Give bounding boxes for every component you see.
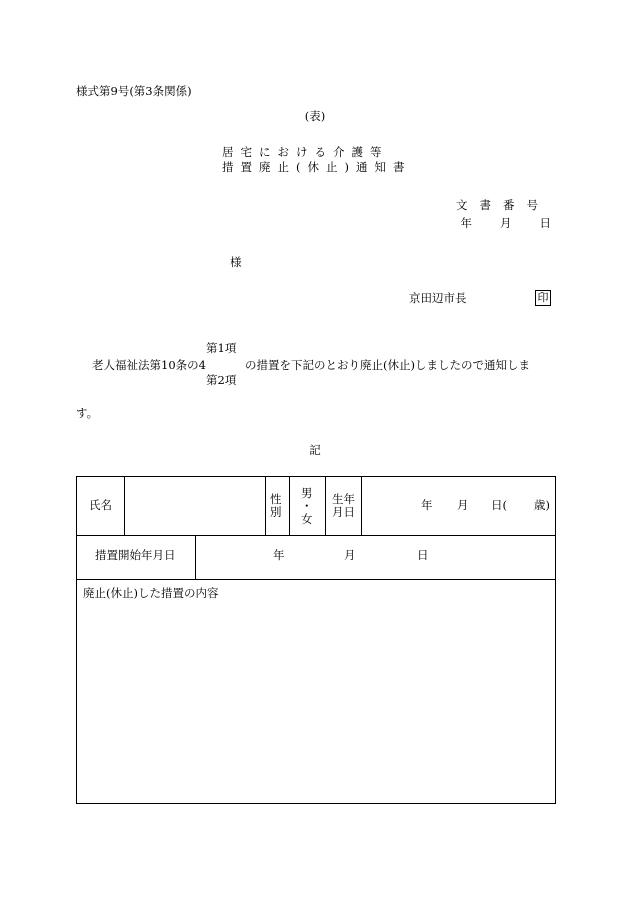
age-unit: 歳) bbox=[534, 498, 550, 512]
measure-content-field[interactable] bbox=[77, 579, 555, 803]
divider bbox=[361, 477, 362, 535]
divider bbox=[325, 477, 326, 535]
form-number-label: 様式第9号(第3条関係) bbox=[76, 84, 192, 98]
gender-option-female[interactable]: 女 bbox=[301, 512, 313, 526]
document-title-line2: 措置廃止(休止)通知書 bbox=[222, 160, 412, 174]
issue-date-year: 年 bbox=[460, 216, 472, 230]
document-number-label: 文書番号 bbox=[456, 198, 550, 212]
table-row-start-date bbox=[77, 535, 555, 580]
divider bbox=[289, 477, 290, 535]
gender-option-separator: ・ bbox=[301, 499, 313, 513]
addressee-honorific: 様 bbox=[230, 255, 242, 269]
birth-year-unit: 年 bbox=[421, 498, 433, 512]
divider bbox=[265, 477, 266, 535]
details-table bbox=[76, 476, 556, 804]
sender-name: 京田辺市長 bbox=[409, 291, 467, 305]
body-text-suffix: の措置を下記のとおり廃止(休止)しましたので通知しま bbox=[245, 358, 530, 372]
body-text-end: す。 bbox=[76, 406, 99, 420]
start-date-label: 措置開始年月日 bbox=[95, 548, 176, 562]
seal-mark: 印 bbox=[535, 290, 551, 306]
birthdate-label-line2: 月日 bbox=[332, 505, 355, 519]
clause-option-1: 第1項 bbox=[206, 341, 237, 355]
gender-label-char2: 別 bbox=[270, 505, 282, 519]
gender-options[interactable] bbox=[301, 487, 313, 526]
gender-label bbox=[270, 493, 282, 519]
side-indicator: (表) bbox=[304, 109, 326, 123]
issue-date bbox=[461, 217, 552, 231]
start-year-unit: 年 bbox=[273, 548, 285, 562]
gender-option-male[interactable]: 男 bbox=[301, 486, 313, 500]
start-day-unit: 日 bbox=[417, 548, 429, 562]
gender-label-char1: 性 bbox=[270, 492, 282, 506]
birthdate-label-line1: 生年 bbox=[332, 492, 355, 506]
record-heading: 記 bbox=[309, 443, 321, 457]
body-text-prefix: 老人福祉法第10条の4 bbox=[92, 358, 206, 372]
issue-date-month: 月 bbox=[500, 216, 512, 230]
birth-month-unit: 月 bbox=[457, 498, 469, 512]
birthdate-label bbox=[332, 493, 355, 519]
measure-content-label: 廃止(休止)した措置の内容 bbox=[83, 586, 219, 600]
document-title-line1: 居宅における介護等 bbox=[222, 145, 389, 159]
divider bbox=[195, 535, 196, 579]
table-row-personal bbox=[77, 477, 555, 536]
issue-date-day: 日 bbox=[539, 216, 551, 230]
start-month-unit: 月 bbox=[344, 548, 356, 562]
clause-option-2: 第2項 bbox=[206, 373, 237, 387]
name-label: 氏名 bbox=[89, 498, 112, 512]
name-field[interactable] bbox=[125, 477, 265, 535]
birth-day-unit: 日( bbox=[491, 498, 507, 512]
